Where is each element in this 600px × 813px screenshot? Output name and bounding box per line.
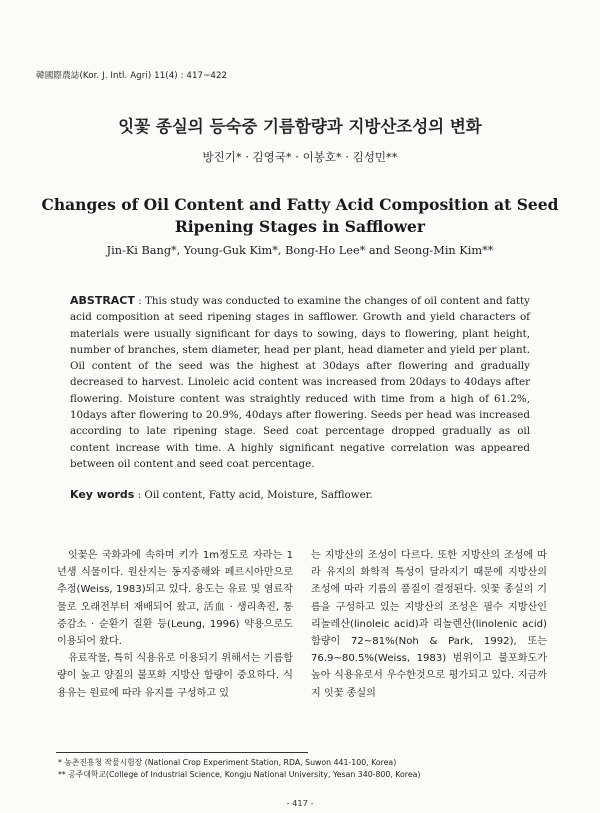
keywords-label: Key words — [70, 488, 135, 501]
english-title — [0, 194, 600, 238]
keywords-text: : Oil content, Fatty acid, Moisture, Safflower. — [134, 489, 373, 501]
korean-title: 잇꽃 종실의 등숙중 기름함량과 지방산조성의 변화 — [118, 117, 482, 136]
body-column-left — [57, 547, 293, 702]
abstract-text: : This study was conducted to examine the changes of oil content and fatty acid composition at seed ripening stages in safflower. Growth and yield characters of materials were usually significant for days to sowing, days to flowering, plant height, number of branches, stem diameter, head per plant, head diameter and yield per plant. Oil content of the seed was the highest at 30days after flowering and gradually decreased to harvest. Linoleic acid content was increased from 20days to 40days after flowering. Moisture content was straightly reduced with time from a high of 61.2%, 10days after flowering to 20.9%, 40days after flowering. Seeds per head was increased according to late ripening stage. Seed coat percentage dropped gradually as oil content increase with time. A highly significant negative correlation was appeared between oil content and seed coat percentage. — [70, 295, 530, 470]
footnote-affiliation-2: ** 공주대학교(College of Industrial Science, Kongju National University, Yesan 340-800, Korea) — [58, 770, 421, 780]
abstract-label: ABSTRACT — [70, 294, 135, 307]
keywords — [70, 488, 530, 501]
abstract — [70, 293, 530, 472]
journal-citation: 韓國際農誌(Kor. J. Intl. Agri) 11(4) : 417~422 — [36, 71, 228, 81]
korean-authors: 방진기* · 김영국* · 이봉호* · 김성민** — [202, 150, 398, 164]
footnote-divider — [56, 752, 308, 753]
body-paragraph: 는 지방산의 조성이 다르다. 또한 지방산의 조성에 따라 유지의 화학적 특성이 달라지기 때문에 지방산의 조성에 따라 기름의 품질이 결정된다. 잇꽃 종실의 기름을 구성하고 있는 지방산의 조성은 필수 지방산인 리놀레산(linoleic acid)과 리놀렌산(linolenic acid) 함량이 72~81%(Noh & Park, 1992), 또는 76.9~80.5%(Weiss, 1983) 범위이고 불포화도가 높아 식용유로서 우수한것으로 평가되고 있다. 지금까지 잇꽃 종실의 — [311, 550, 547, 699]
body-paragraph: 잇꽃은 국화과에 속하며 키가 1m정도로 자라는 1년생 식물이다. 원산지는 동지중해와 페르시아만으로 추정(Weiss, 1983)되고 있다. 용도는 유료 및 염료작물로 오래전부터 재배되어 왔고, 活血 · 생리촉진, 통증감소 · 순환기 질환 등(Leung, 1996) 약용으로도 이용되어 왔다. — [57, 550, 293, 648]
footnote-affiliation-1: * 농촌진흥청 작물시험장 (National Crop Experiment Station, RDA, Suwon 441-100, Korea) — [58, 758, 397, 767]
page-number: - 417 - — [286, 798, 314, 808]
english-authors: Jin-Ki Bang*, Young-Guk Kim*, Bong-Ho Lee* and Seong-Min Kim** — [106, 244, 494, 257]
english-title-line-2: Ripening Stages in Safflower — [174, 217, 426, 236]
english-title-line-1: Changes of Oil Content and Fatty Acid Composition at Seed — [41, 195, 559, 214]
body-paragraph: 유료작물, 특히 식용유로 이용되기 위해서는 기름함량이 높고 양질의 불포화 지방산 함량이 중요하다. 식용유는 원료에 따라 유지를 구성하고 있 — [57, 653, 293, 699]
body-column-right — [311, 547, 547, 702]
footnotes — [58, 757, 420, 782]
